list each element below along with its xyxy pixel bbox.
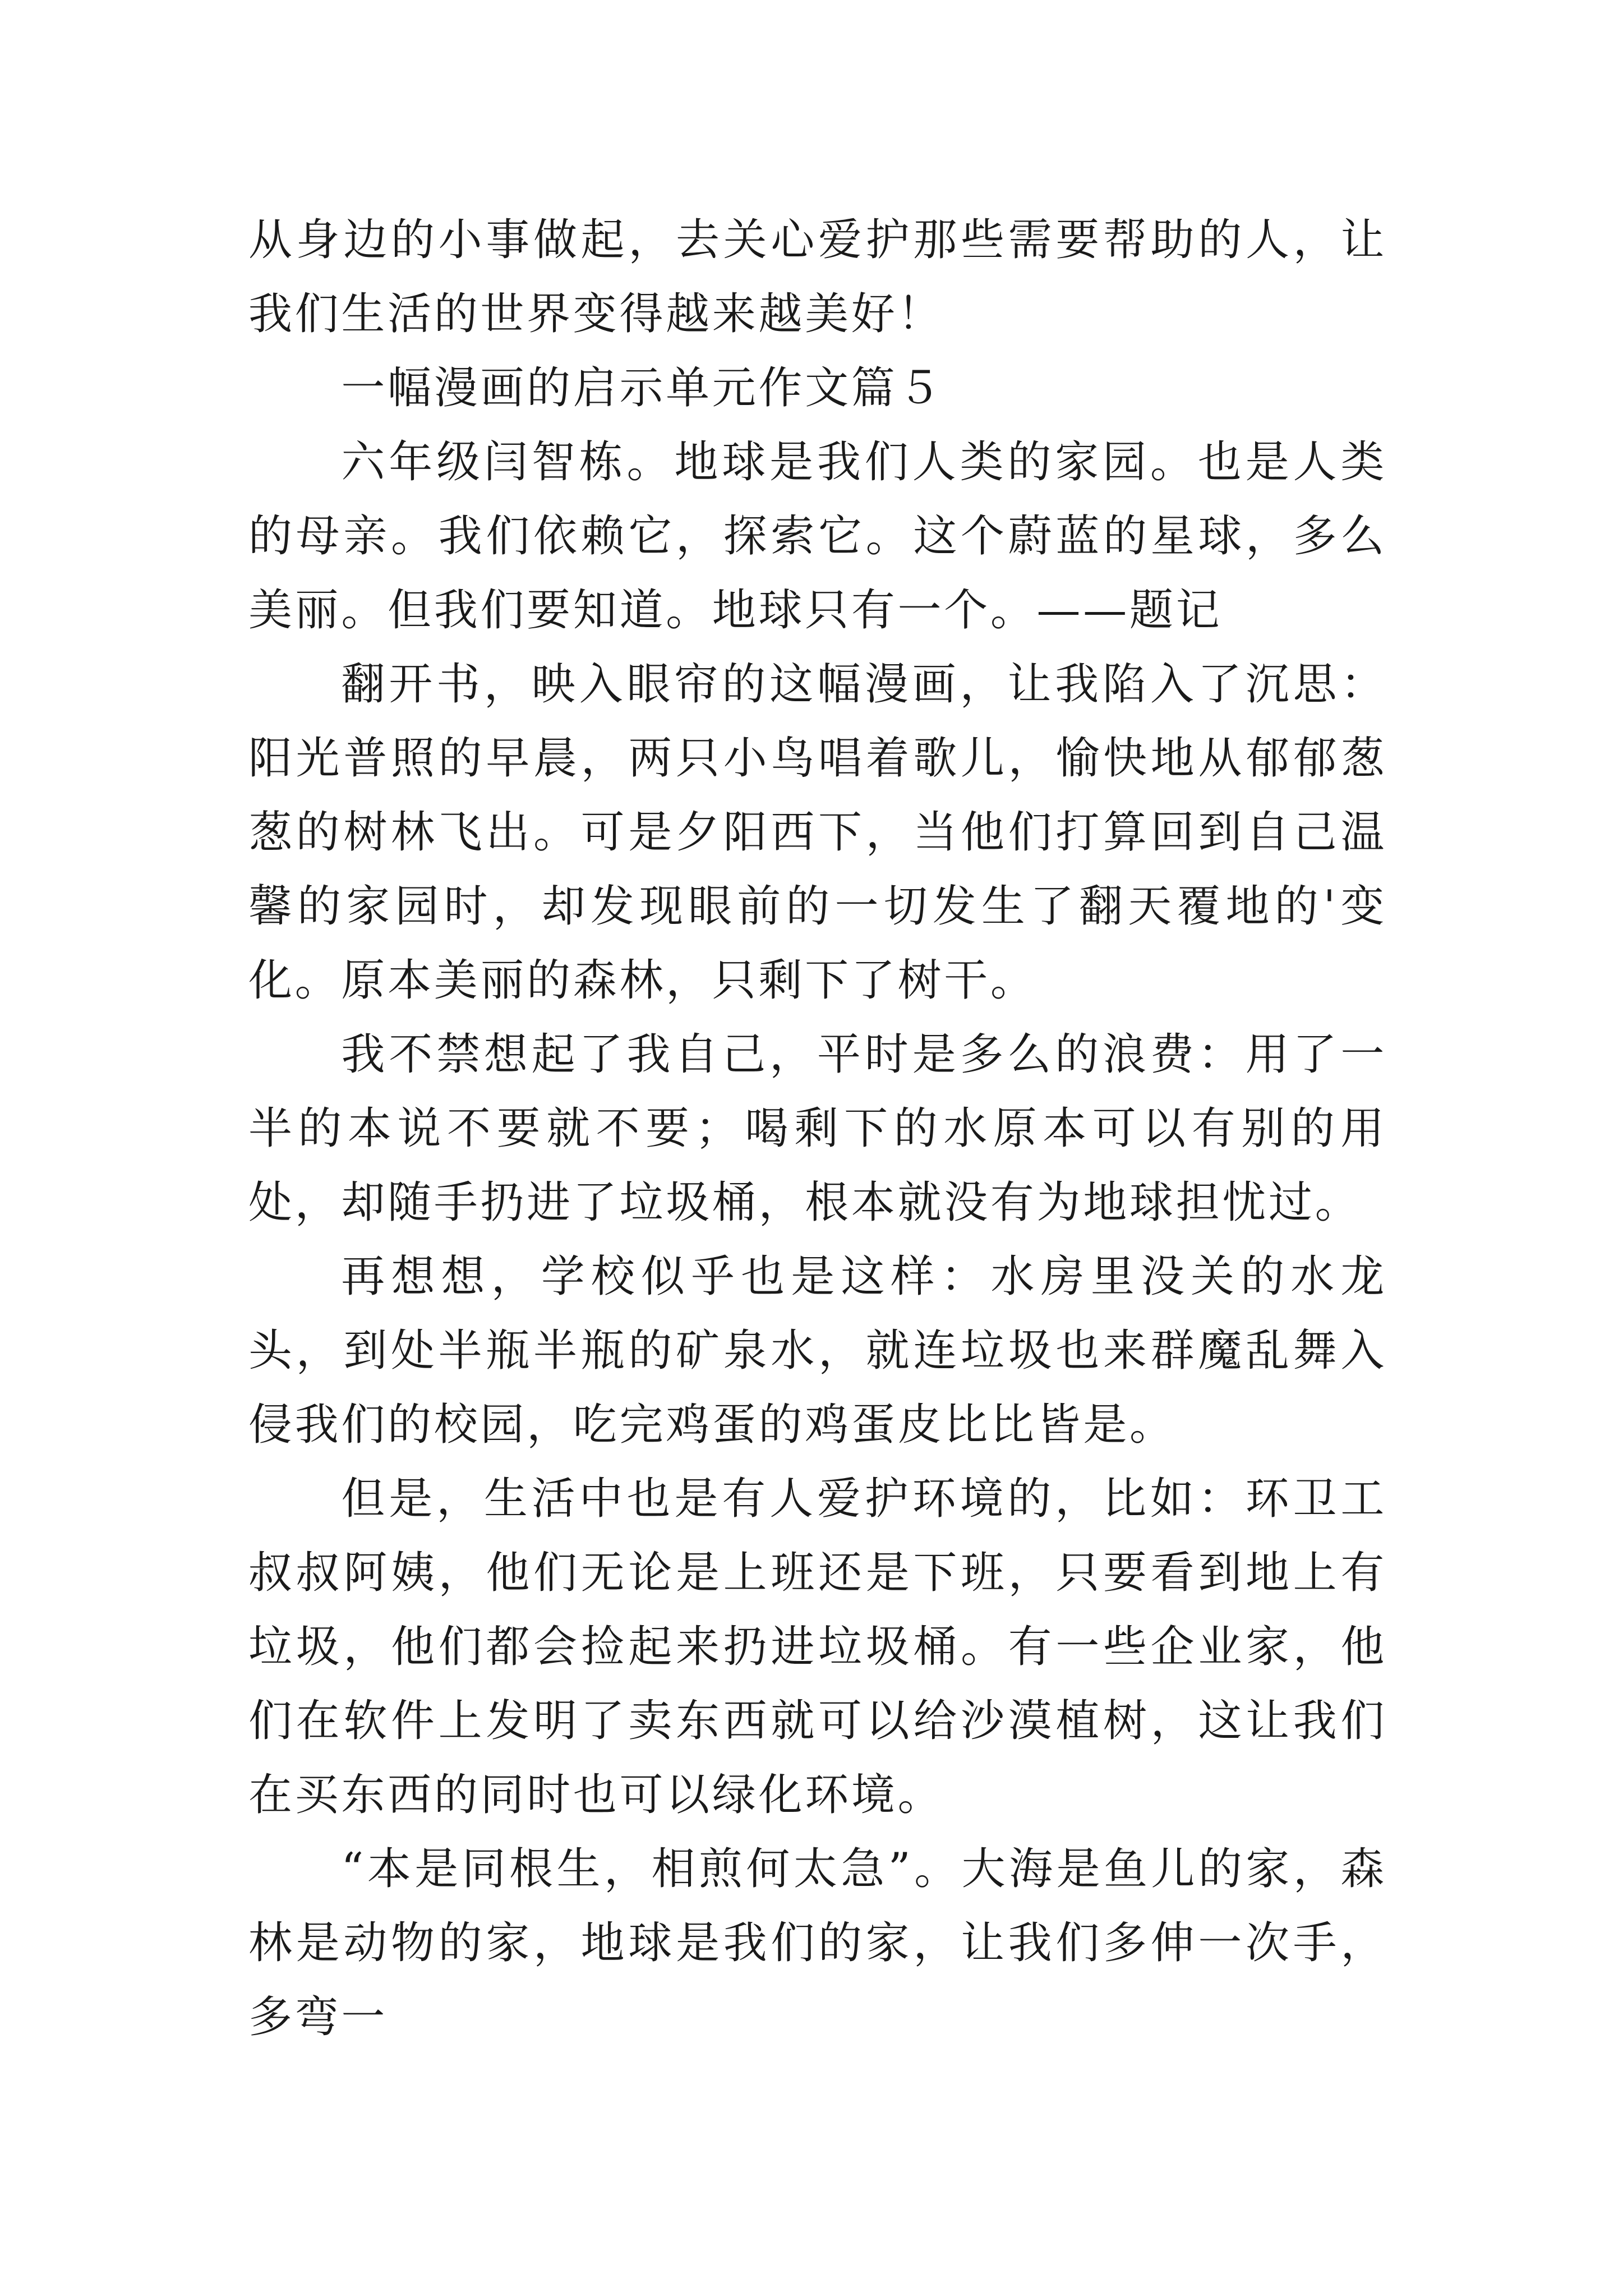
paragraph-protectors: 但是，生活中也是有人爱护环境的，比如：环卫工叔叔阿姨，他们无论是上班还是下班，只要看到地上有垃圾，他们都会捡起来扔进垃圾桶。有一些企业家，他们在软件上发明了卖东西就可以给沙漠植树，这让我们在买东西的同时也可以绿化环境。 bbox=[248, 1474, 1387, 1820]
paragraph-school: 再想想，学校似乎也是这样：水房里没关的水龙头，到处半瓶半瓶的矿泉水，就连垃圾也来群魔乱舞入侵我们的校园，吃完鸡蛋的鸡蛋皮比比皆是。 bbox=[248, 1251, 1387, 1450]
paragraph-continuation: 从身边的小事做起，去关心爱护那些需要帮助的人，让我们生活的世界变得越来越美好！ bbox=[248, 215, 1387, 339]
paragraph-epigraph: 六年级闫智栋。地球是我们人类的家园。也是人类的母亲。我们依赖它，探索它。这个蔚蓝的星球，多么美丽。但我们要知道。地球只有一个。——题记 bbox=[248, 437, 1387, 636]
paragraph-conclusion: “本是同根生，相煎何太急”。大海是鱼儿的家，森林是动物的家，地球是我们的家，让我们多伸一次手，多弯一 bbox=[248, 1844, 1387, 2042]
document-body bbox=[248, 203, 1387, 2054]
paragraph-self-reflection: 我不禁想起了我自己，平时是多么的浪费：用了一半的本说不要就不要；喝剩下的水原本可以有别的用处，却随手扔进了垃圾桶，根本就没有为地球担忧过。 bbox=[248, 1029, 1387, 1228]
essay-title: 一幅漫画的启示单元作文篇５ bbox=[341, 363, 944, 413]
paragraph-comic-description: 翻开书，映入眼帘的这幅漫画，让我陷入了沉思：阳光普照的早晨，两只小鸟唱着歌儿，愉快地从郁郁葱葱的树林飞出。可是夕阳西下，当他们打算回到自己温馨的家园时，却发现眼前的一切发生了翻天覆地的'变化。原本美丽的森林，只剩下了树干。 bbox=[248, 659, 1387, 1006]
